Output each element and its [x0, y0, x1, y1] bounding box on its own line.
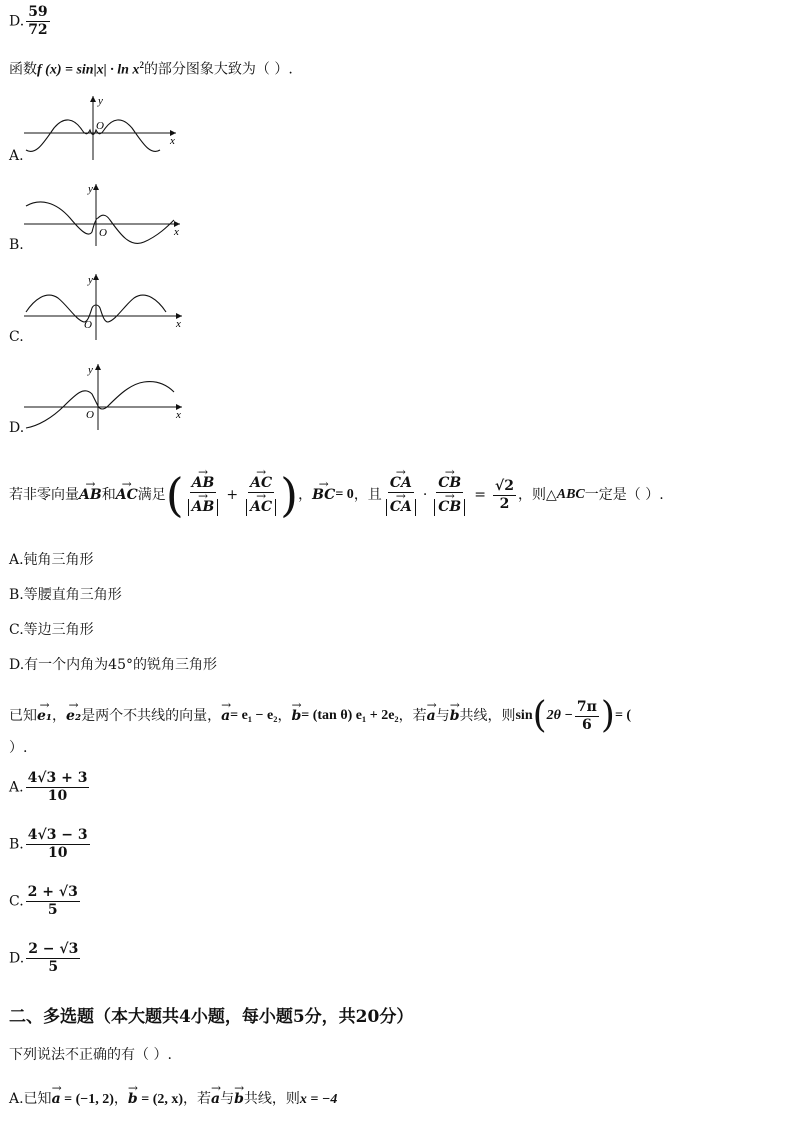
right-paren: ) [280, 468, 299, 522]
y-axis-arrow-icon [90, 96, 96, 102]
q3-option-b: B. $\frac{4√3 - 3}{10}$ [9, 827, 88, 861]
q2-option-b: B.等腰直角三角形 [9, 587, 122, 603]
fraction-cb: → CB → CB [432, 475, 467, 516]
q1-stem: 函数f $(x) = \sin|x| \cdot \ln x^2$的部分图象大致为（ ）. [9, 60, 293, 78]
vector-b: → b [291, 707, 301, 725]
left-paren: ( [165, 468, 184, 522]
q1-option-a-label: A. [9, 148, 24, 164]
q2-stem: 若非零向量 → AB 和 → AC 满足 ( → AB → AB + → AC → AC ) ， → BC = 0 ，且 → CA → CA · → CB → CB = $\frac{√2}{2}$ ，则△ ABC 一定是（ ）. [9, 460, 664, 530]
y-label: y [98, 95, 103, 107]
q2-option-a: A.钝角三角形 [9, 552, 94, 568]
q1-option-c-graph [22, 270, 190, 342]
q1-option-d-graph [22, 360, 190, 432]
q3-option-c: C. $\frac{2 + √3}{5}$ [9, 884, 78, 918]
y-label: y [88, 183, 93, 195]
origin-label: O [84, 319, 92, 331]
y-label: y [88, 364, 93, 376]
q4-option-a: A.已知→ a = (−1, 2)，→ b = (2, x)，若→ a与→ b共线，则x = −4 [9, 1090, 337, 1109]
q3-stem: 已知 → e₁ ， → e₂ 是两个不共线的向量， → a = e₁ − e₂ ， → b = (tan θ) e₁ + 2e₂ ，若 → a 与 → b 共线，则 sin ( 2θ − $\frac{7\pi}{6}$ ) = ( [9, 692, 631, 740]
q1-option-a-graph [22, 92, 182, 162]
fraction-ac: → AC → AC [244, 475, 278, 516]
prev-option-d [9, 4, 52, 39]
q1-option-d-label: D. [9, 420, 25, 436]
q3-option-a: A. $\frac{4√3 + 3}{10}$ [9, 770, 88, 804]
y-axis-arrow-icon [93, 184, 99, 190]
q2-option-d: D.有一个内角为45°的锐角三角形 [9, 657, 217, 673]
curve [26, 382, 174, 428]
x-label: x [170, 135, 175, 147]
q1-option-c-label: C. [9, 329, 24, 345]
y-label: y [88, 274, 93, 286]
q1-option-b-graph [22, 180, 187, 250]
fraction-rhs: $\frac{√2}{2}$ [495, 477, 514, 512]
section-heading: 二、多选题（本大题共4小题，每小题5分，共20分） [9, 1007, 414, 1027]
vector-ac: → AC [116, 486, 138, 504]
y-axis-arrow-icon [95, 364, 101, 370]
x-label: x [176, 318, 181, 330]
origin-label: O [99, 227, 107, 239]
option-label: D. [9, 13, 25, 30]
q1-option-b-label: B. [9, 237, 24, 253]
q3-stem-line2: ）. [9, 740, 28, 756]
vector-e2: → e₂ [66, 707, 81, 725]
vector-a: → a [221, 707, 230, 725]
origin-label: O [86, 409, 94, 421]
q4-stem: 下列说法不正确的有（ ）. [9, 1047, 172, 1063]
vector-ab: → AB [79, 486, 102, 504]
fraction-7pi-6: $\frac{7\pi}{6}$ [576, 698, 597, 733]
fraction-ca: → CA → CA [384, 475, 418, 516]
fraction-ab: → AB → AB [186, 475, 221, 516]
y-axis-arrow-icon [93, 274, 99, 280]
fraction: $\frac{59}{72}$ [28, 4, 48, 38]
function-expression: f (x) = sin|x| · ln x [37, 62, 140, 78]
vector-bc: → BC [312, 486, 335, 504]
origin-label: O [96, 120, 104, 132]
q3-option-d: D. $\frac{2 - √3}{5}$ [9, 941, 79, 975]
vector-e1: → e₁ [37, 707, 52, 725]
x-label: x [174, 226, 179, 238]
x-label: x [176, 409, 181, 421]
q2-option-c: C.等边三角形 [9, 622, 94, 638]
